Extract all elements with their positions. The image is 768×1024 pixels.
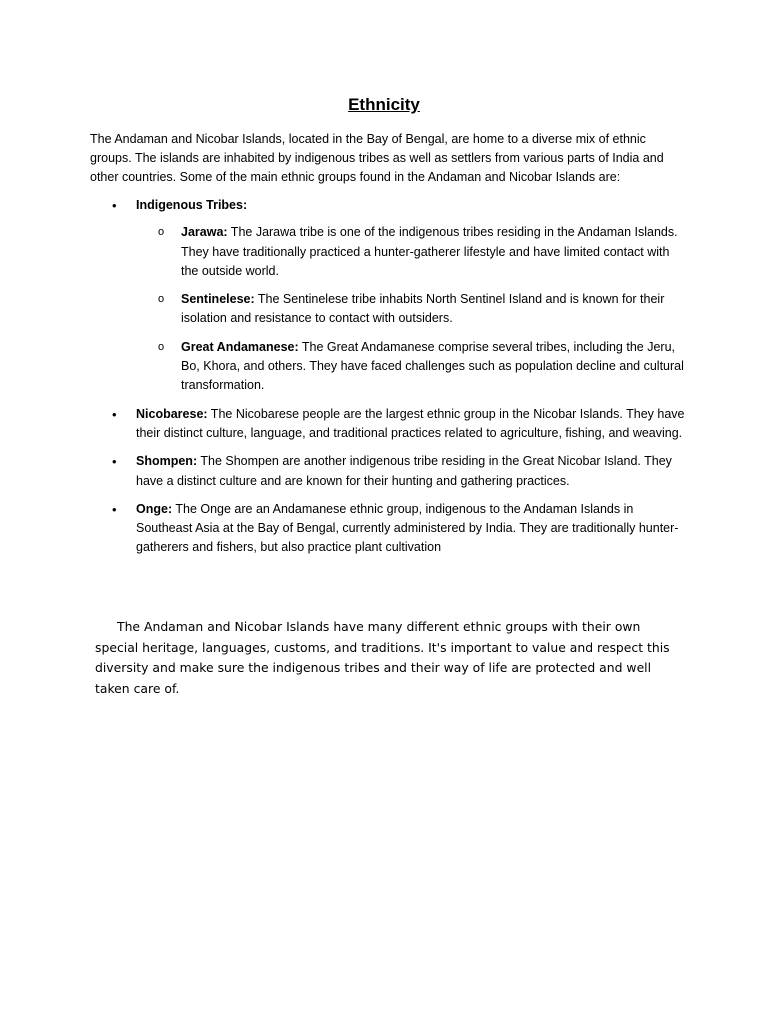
tribe-text: The Great Andamanese comprise several tribes, including the Jeru, Bo, Khora, and others. They have faced challenges such as population decline and cultural transformation. — [181, 339, 684, 393]
list-item-onge — [90, 500, 690, 558]
group-term: Nicobarese: — [136, 406, 208, 421]
sublist-item-jarawa — [136, 223, 690, 281]
group-term: Indigenous Tribes: — [136, 198, 248, 212]
group-term: Shompen: — [136, 454, 198, 469]
hollow-bullet-icon: o — [158, 293, 165, 306]
indigenous-tribes-sublist — [136, 223, 690, 395]
group-term: Onge: — [136, 501, 173, 516]
hollow-bullet-icon: o — [158, 340, 165, 353]
tribe-term: Sentinelese: — [181, 292, 255, 307]
sublist-item-sentinelese — [136, 290, 690, 329]
closing-paragraph: The Andaman and Nicobar Islands have many different ethnic groups with their own special heritage, languages, customs, and traditions. It's important to value and respect this diversity and make sure the indigenous tribes and their way of life are protected and well taken care of. — [95, 619, 670, 696]
bullet-icon: • — [112, 406, 117, 422]
bullet-icon: • — [112, 501, 117, 517]
tribe-term: Jarawa: — [181, 225, 228, 240]
tribe-text: The Jarawa tribe is one of the indigenous tribes residing in the Andaman Islands. They have traditionally practiced a hunter-gatherer lifestyle and have limited contact with the outside world. — [181, 225, 678, 278]
list-item-shompen — [90, 452, 690, 491]
tribe-text: The Sentinelese tribe inhabits North Sentinel Island and is known for their isolation and resistance to contact with outsiders. — [181, 292, 665, 326]
sublist-item-great-andamanese — [136, 338, 690, 396]
tribe-term: Great Andamanese: — [181, 339, 299, 354]
intro-paragraph: The Andaman and Nicobar Islands, located in the Bay of Bengal, are home to a diverse mix of ethnic groups. The islands are inhabited by indigenous tribes as well as settlers from various parts of India and other countries. Some of the main ethnic groups found in the Andaman and Nicobar Islands are: — [90, 132, 664, 184]
group-text: The Onge are an Andamanese ethnic group, indigenous to the Andaman Islands in Southeast Asia at the Bay of Bengal, currently administered by India. They are traditionally hunter-gatherers and fishers, but also practice plant cultivation — [136, 501, 679, 555]
bullet-icon: • — [112, 198, 117, 213]
hollow-bullet-icon: o — [158, 226, 165, 239]
list-item-nicobarese — [90, 405, 690, 444]
ethnic-groups-list — [90, 196, 690, 567]
bullet-icon: • — [112, 454, 117, 470]
group-text: The Nicobarese people are the largest ethnic group in the Nicobar Islands. They have their distinct culture, language, and traditional practices related to agriculture, fishing, and weaving. — [136, 406, 685, 440]
page-title: Ethnicity — [348, 95, 420, 114]
list-item-indigenous-tribes — [90, 196, 690, 396]
group-text: The Shompen are another indigenous tribe residing in the Great Nicobar Island. They have a distinct culture and are known for their hunting and gathering practices. — [136, 454, 672, 488]
